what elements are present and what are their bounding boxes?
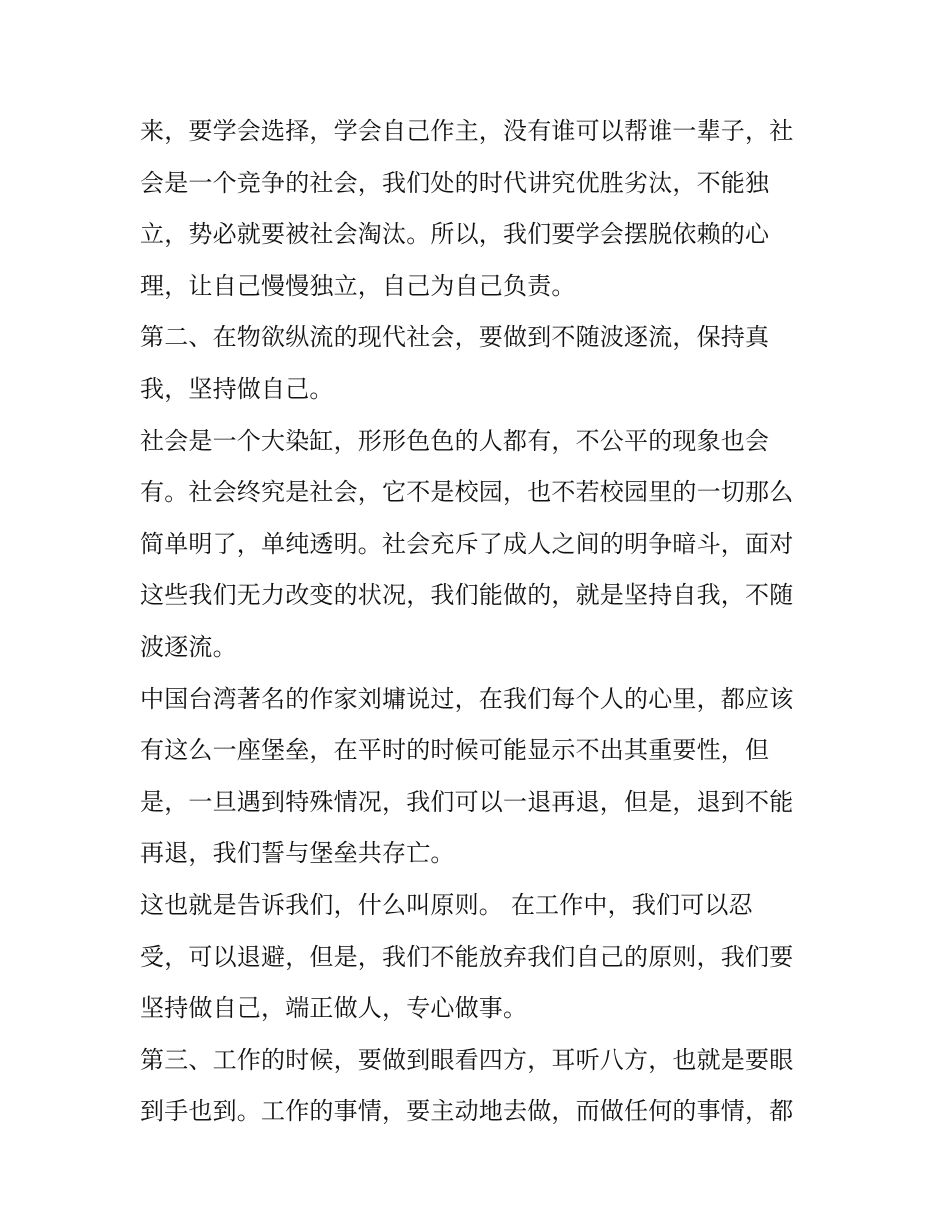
text-line: 来，要学会选择，学会自己作主，没有谁可以帮谁一辈子，社 (140, 117, 794, 145)
text-line: 到手也到。工作的事情，要主动地去做，而做任何的事情，都 (140, 1097, 794, 1126)
text-line: 第二、在物欲纵流的现代社会，要做到不随波逐流，保持真 (140, 323, 770, 352)
text-line: 坚持做自己，端正做人，专心做事。 (140, 994, 528, 1023)
text-line: 这也就是告诉我们，什么叫原则。 在工作中，我们可以忍 (140, 890, 753, 919)
text-line: 我，坚持做自己。 (140, 374, 334, 403)
text-line: 第三、工作的时候，要做到眼看四方，耳听八方，也就是要眼 (140, 1045, 794, 1074)
text-line: 会是一个竞争的社会，我们处的时代讲究优胜劣汰，不能独 (140, 168, 770, 197)
text-line: 波逐流。 (140, 632, 237, 661)
text-line: 立，势必就要被社会淘汰。所以，我们要学会摆脱依赖的心 (140, 220, 770, 249)
text-line: 有这么一座堡垒，在平时的时候可能显示不出其重要性，但 (140, 736, 770, 765)
text-line: 理，让自己慢慢独立，自己为自己负责。 (140, 271, 576, 300)
text-line: 是，一旦遇到特殊情况，我们可以一退再退，但是，退到不能 (140, 787, 794, 816)
text-line: 中国台湾著名的作家刘墉说过，在我们每个人的心里，都应该 (140, 684, 794, 713)
text-line: 社会是一个大染缸，形形色色的人都有，不公平的现象也会 (140, 426, 770, 455)
text-line: 再退，我们誓与堡垒共存亡。 (140, 839, 455, 868)
text-line: 有。社会终究是社会，它不是校园，也不若校园里的一切那么 (140, 478, 794, 507)
text-line: 简单明了，单纯透明。社会充斥了成人之间的明争暗斗，面对 (140, 529, 794, 558)
text-line: 这些我们无力改变的状况，我们能做的，就是坚持自我，不随 (140, 581, 794, 610)
text-line: 受，可以退避，但是，我们不能放弃我们自己的原则，我们要 (140, 942, 794, 971)
document-body (140, 106, 820, 1138)
